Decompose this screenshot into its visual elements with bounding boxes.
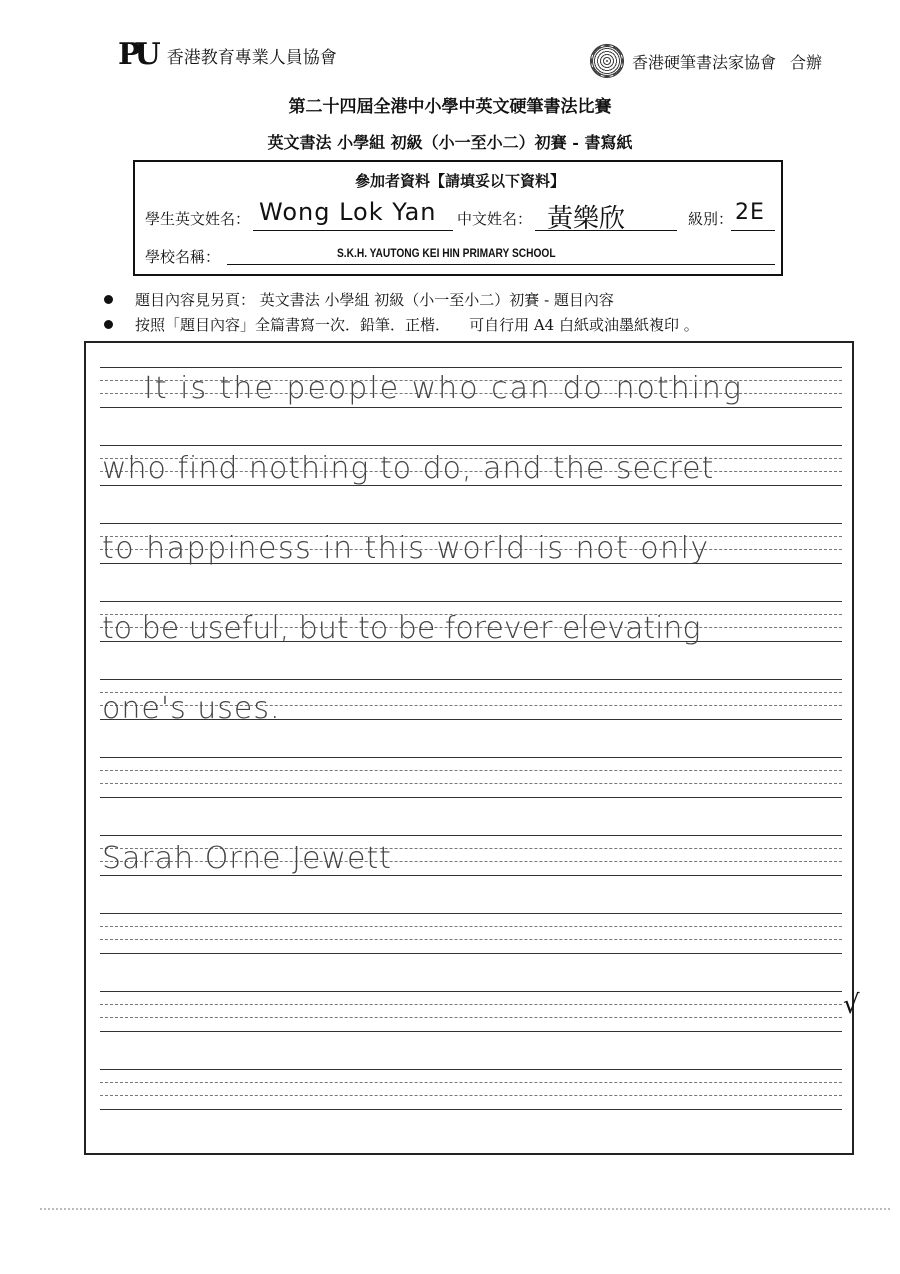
- organizer-right-name: 香港硬筆書法家協會: [632, 52, 777, 72]
- guide-line: [100, 407, 842, 408]
- guide-line: [100, 601, 842, 602]
- class-value: 2E: [735, 200, 765, 225]
- guide-line: [100, 523, 842, 524]
- organizer-right: [590, 44, 822, 78]
- calligraphy-seal-icon: [590, 44, 624, 78]
- guide-line: [100, 797, 842, 798]
- english-name-field[interactable]: [253, 198, 453, 231]
- writing-line-2: who find nothing to do, and the secret: [102, 451, 715, 486]
- guide-line: [100, 1004, 842, 1005]
- writing-line-1: It is the people who can do nothing: [144, 371, 743, 406]
- pu-logo-icon: PU: [118, 37, 155, 72]
- chinese-name-field[interactable]: [535, 198, 677, 234]
- competition-title: 第二十四屆全港中小學中英文硬筆書法比賽: [288, 97, 612, 117]
- bullet-icon: [104, 320, 113, 329]
- writing-signature: Sarah Orne Jewett: [102, 841, 392, 876]
- guide-line: [100, 679, 842, 680]
- writing-line-3: to happiness in this world is not only: [102, 531, 710, 566]
- guide-line: [100, 991, 842, 992]
- organizer-right-suffix: 合辦: [790, 52, 823, 72]
- instruction-1: [104, 289, 614, 310]
- guide-line: [100, 1031, 842, 1032]
- english-name-label: 學生英文姓名：: [145, 210, 251, 228]
- guide-line: [100, 1069, 842, 1070]
- check-mark-icon: √: [843, 990, 860, 1020]
- instruction-1-text: 題目內容見另頁： 英文書法 小學組 初級（小一至小二）初賽 - 題目內容: [135, 291, 614, 309]
- writing-line-4: to be useful, but to be forever elevating: [102, 611, 701, 646]
- guide-line: [100, 1095, 842, 1096]
- guide-line: [100, 1109, 842, 1110]
- guide-line: [100, 770, 842, 771]
- school-field[interactable]: [227, 240, 775, 265]
- chinese-name-value: 黃樂欣: [547, 204, 626, 234]
- guide-line: [100, 913, 842, 914]
- instruction-2-text: 按照「題目內容」全篇書寫一次．鉛筆．正楷． 可自行用 A4 白紙或油墨紙複印 。: [135, 316, 699, 334]
- chinese-name-label: 中文姓名：: [457, 210, 533, 228]
- guide-line: [100, 1017, 842, 1018]
- guide-line: [100, 445, 842, 446]
- english-name-value: Wong Lok Yan: [259, 198, 437, 226]
- instruction-2: [104, 314, 699, 335]
- participant-info-heading: 參加者資料【請填妥以下資料】: [354, 172, 565, 190]
- school-value: S.K.H. YAUTONG KEI HIN PRIMARY SCHOOL: [337, 246, 556, 260]
- school-label: 學校名稱：: [145, 248, 221, 266]
- scan-edge-artifact: [40, 1208, 890, 1210]
- guide-line: [100, 1082, 842, 1083]
- guide-line: [100, 783, 842, 784]
- organizer-left: [118, 37, 337, 72]
- guide-line: [100, 953, 842, 954]
- guide-line: [100, 367, 842, 368]
- guide-line: [100, 939, 842, 940]
- class-field[interactable]: [731, 198, 775, 231]
- class-label: 級別：: [688, 210, 734, 228]
- writing-line-5: one's uses.: [102, 691, 281, 726]
- organizer-left-name: 香港教育專業人員協會: [166, 47, 337, 68]
- guide-line: [100, 926, 842, 927]
- competition-subtitle: 英文書法 小學組 初級（小一至小二）初賽 - 書寫紙: [267, 133, 633, 152]
- participant-info-box: [133, 160, 783, 276]
- guide-line: [100, 757, 842, 758]
- bullet-icon: [104, 295, 113, 304]
- writing-paper[interactable]: [84, 341, 854, 1155]
- guide-line: [100, 835, 842, 836]
